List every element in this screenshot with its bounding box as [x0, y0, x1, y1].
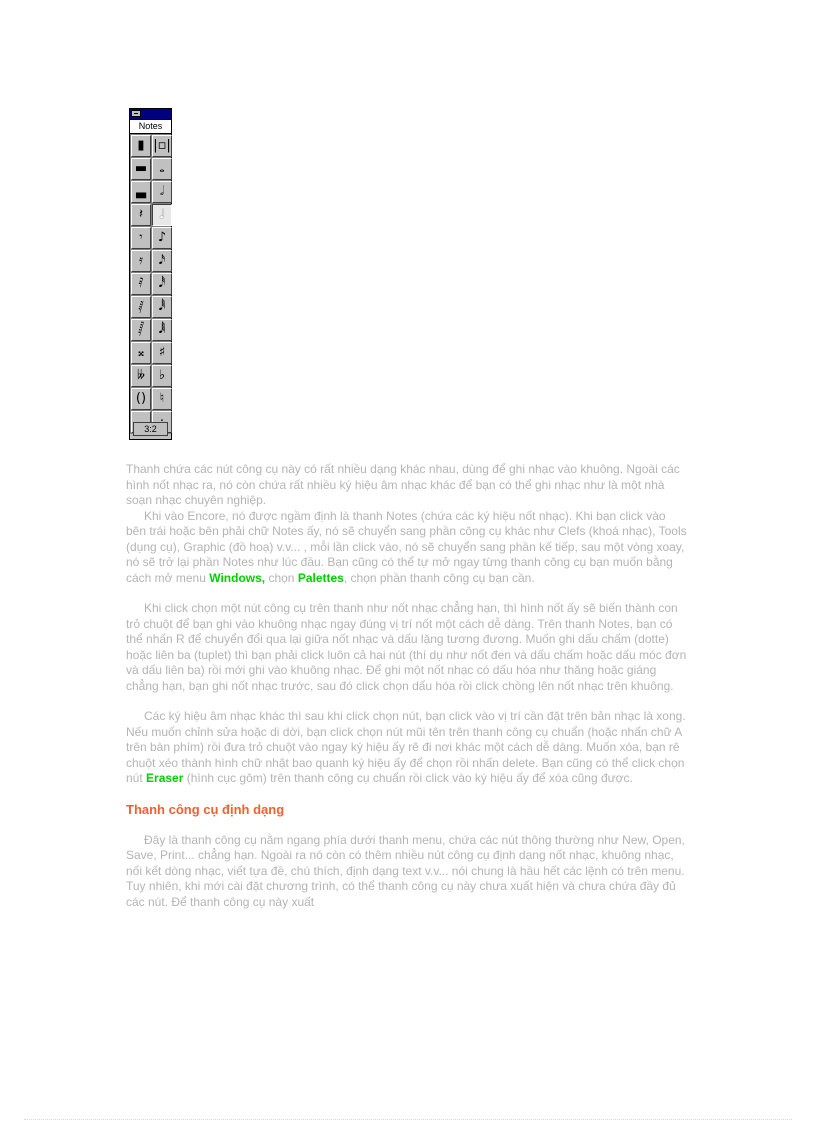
palette-button-10-left[interactable]: 𝄫: [131, 365, 151, 387]
palette-button-3-right[interactable]: ♩: [152, 204, 172, 226]
notes-palette: [129, 108, 172, 440]
palette-button-11-left[interactable]: (): [131, 388, 151, 410]
palette-button-9-left[interactable]: 𝄪: [131, 342, 151, 364]
palette-button-grid: [130, 134, 171, 434]
paragraph-2-text-a: Khi vào Encore, nó được ngầm định là thanh Notes (chứa các ký hiệu nốt nhạc). Khi bạn click vào bên trái hoặc bên phải chữ Notes ấy, nó sẽ chuyển sang phần công cụ khác như Clefs (khoá nhạc), Tools (dụng cụ), Graphic (đồ hoạ) v.v... , mỗi lần click vào, nó sẽ chuyển sang phần kế tiếp, sau một vòng xoay, nó sẽ trở lại phần Notes như lúc đầu. Bạn cũng có thể tự mở ngay từng thanh công cụ bạn muốn bằng cách mở menu: [126, 508, 687, 585]
palette-button-1-right[interactable]: 𝅝: [152, 158, 172, 180]
palette-button-7-right[interactable]: 𝅘𝅥𝅱: [152, 296, 172, 318]
page-footer-rule: [24, 1119, 792, 1120]
palette-button-7-left[interactable]: 𝅁: [131, 296, 151, 318]
system-menu-icon[interactable]: [131, 110, 141, 117]
palette-button-6-right[interactable]: 𝅘𝅥𝅰: [152, 273, 172, 295]
palette-button-2-right[interactable]: 𝅗𝅥: [152, 181, 172, 203]
palettes-menu-ref: Palettes: [297, 570, 344, 585]
paragraph-1: Thanh chứa các nút công cụ này có rất nhiều dạng khác nhau, dùng để ghi nhạc vào khuông. Ngoài các hình nốt nhạc ra, nó còn chứa rất nhiều ký hiệu âm nhạc khác để bạn có thể ghi nhạc như là một nhà soạn nhạc chuyên nghiệp.: [126, 462, 680, 507]
paragraph-5: Đây là thanh công cụ nằm ngang phía dưới thanh menu, chứa các nút thông thường như New, Open, Save, Print... chẳng hạn. Ngoài ra nó còn có thêm nhiều nút công cụ định dạng nốt nhạc, khuông nhạc, nối kết dòng nhạc, viết tựa đề, chú thích, định dạng text v.v... nói chung là hầu hết các lệnh có trên menu. Tuy nhiên, khi mới cài đặt chương trình, có thể thanh công cụ này chưa xuất hiện và chưa chứa đầy đủ các nút. Để thanh công cụ này xuất: [126, 832, 685, 909]
palette-button-8-left[interactable]: 𝅂: [131, 319, 151, 341]
palette-button-5-left[interactable]: 𝄿: [131, 250, 151, 272]
eraser-ref: Eraser: [146, 771, 184, 785]
palette-button-4-left[interactable]: 𝄾: [131, 227, 151, 249]
palette-button-0-right[interactable]: |▫|: [152, 135, 172, 157]
palette-titlebar[interactable]: [130, 109, 171, 120]
paragraph-4: [126, 709, 688, 787]
windows-menu-ref: Windows,: [209, 570, 266, 585]
palette-title[interactable]: Notes: [130, 120, 171, 134]
document-body: [126, 462, 688, 910]
palette-button-11-right[interactable]: ♮: [152, 388, 172, 410]
palette-button-0-left[interactable]: ▮: [131, 135, 151, 157]
palette-button-10-right[interactable]: ♭: [152, 365, 172, 387]
paragraph-3: Khi click chọn một nút công cụ trên thanh như nốt nhạc chẳng hạn, thì hình nốt ấy sẽ biến thành con trỏ chuột để bạn ghi vào khuông nhạc ngay đúng vị trí nốt một cách dễ dàng. Trên thanh Notes, bạn có thể nhấn R để chuyển đổi qua lại giữa nốt nhạc và dấu lặng tương đương. Muốn ghi dấu chấm (dotte) hoặc liên ba (tuplet) thì bạn phải click luôn cả hai nút (thí dụ như nốt đen và dấu chấm hoặc dấu móc đơn và dấu liên ba) rồi mới ghi vào khuông nhạc. Để ghi một nốt nhạc có dấu hóa như thăng hoặc giáng chẳng hạn, bạn ghi nốt nhạc trước, sau đó click chọn dấu hóa rồi click chồng lên nốt nhạc trên khuông.: [126, 601, 687, 693]
palette-button-9-right[interactable]: ♯: [152, 342, 172, 364]
palette-button-6-left[interactable]: 𝅀: [131, 273, 151, 295]
palette-button-2-left[interactable]: ▃: [131, 181, 151, 203]
paragraph-4-text-a: Các ký hiệu âm nhạc khác thì sau khi click chọn nút, bạn click vào vị trí cần đặt trên bản nhạc là xong. Nếu muốn chỉnh sửa hoặc di dời, bạn click chọn nút mũi tên trên thanh công cụ chuẩn (hoặc nhấn chữ A trên bàn phím) rồi đưa trỏ chuột vào ngay ký hiệu ấy rê đi nơi khác một cách dễ dàng. Muốn xóa, bạn rê chuột xéo thành hình chữ nhật bao quanh ký hiệu ấy để chọn rồi nhấn delete. Bạn cũng có thể click chọn nút: [126, 709, 686, 785]
palette-button-4-right[interactable]: ♪: [152, 227, 172, 249]
palette-button-8-right[interactable]: 𝅘𝅥𝅲: [152, 319, 172, 341]
paragraph-2: [126, 509, 688, 587]
palette-button-3-left[interactable]: 𝄽: [131, 204, 151, 226]
palette-button-5-right[interactable]: 𝅘𝅥𝅯: [152, 250, 172, 272]
paragraph-2-text-c: , chọn phần thanh công cụ bạn cần.: [343, 570, 535, 585]
palette-button-1-left[interactable]: ▬: [131, 158, 151, 180]
paragraph-4-text-b: (hình cục gôm) trên thanh công cụ chuẩn rồi click vào ký hiệu ấy để xóa cũng được.: [183, 771, 633, 785]
paragraph-2-text-b: chọn: [265, 570, 298, 585]
section-heading: Thanh công cụ định dạng: [126, 801, 285, 817]
tuplet-ratio-button[interactable]: 3:2: [133, 422, 168, 436]
